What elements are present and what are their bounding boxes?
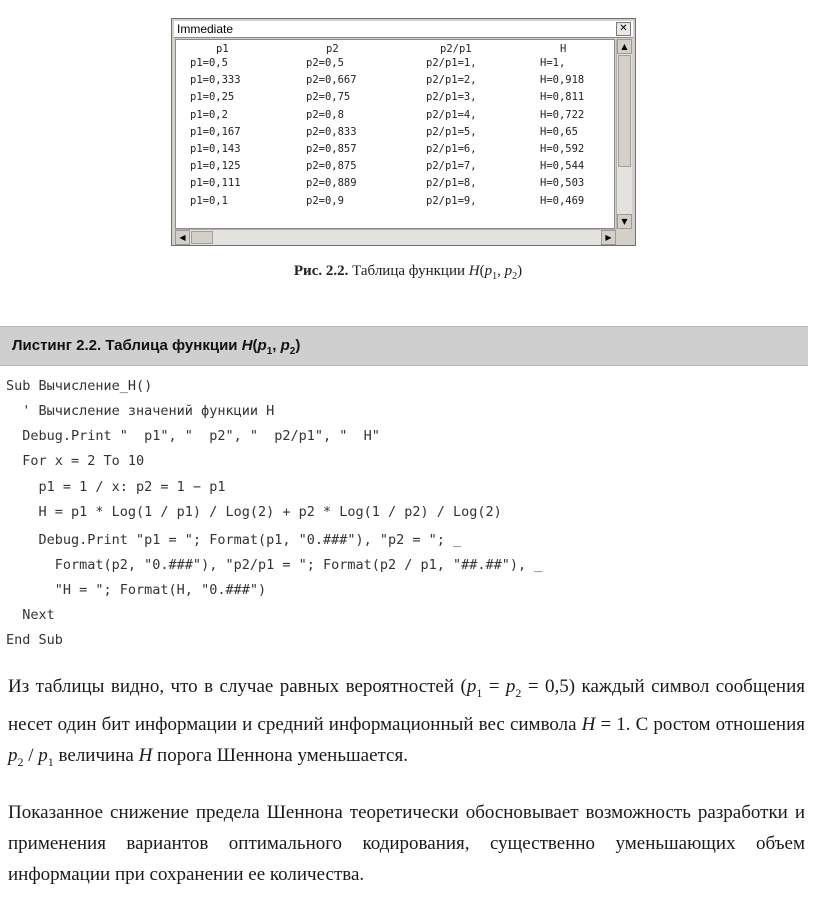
immediate-header-row	[176, 43, 614, 57]
p1-math-p: p	[8, 744, 18, 766]
cell-p1: p1=0,25	[190, 91, 235, 104]
cell-p2-p1: p2/p1=8,	[426, 177, 477, 190]
p1-math-p: p	[466, 676, 477, 697]
p1-text-2: ) каждый символ сообщения несет один бит информации и средний информационный вес символа	[8, 676, 805, 735]
listing-sub2: 2	[289, 346, 296, 357]
horizontal-scroll-thumb[interactable]	[191, 231, 213, 244]
cell-p1: p1=0,143	[190, 143, 241, 155]
vertical-scroll-thumb[interactable]	[618, 55, 631, 167]
code-line: Sub Вычисление_H()	[6, 378, 153, 394]
figure-text: Таблица функции	[352, 263, 466, 279]
figure-var2: p	[504, 263, 513, 279]
code-line: Next	[6, 607, 55, 623]
table-row	[176, 109, 614, 123]
listing-var1: p	[257, 337, 267, 354]
header-h: H	[560, 43, 567, 55]
cell-p2: p2=0,8	[306, 108, 344, 121]
immediate-title: Immediate	[177, 22, 234, 36]
p1-math-sub: 1	[476, 685, 483, 700]
listing-sub1: 1	[266, 346, 273, 357]
table-row	[176, 177, 614, 191]
cell-p1: p1=0,5	[190, 57, 228, 69]
code-line: Debug.Print "p1 = "; Format(p1, "0.###"), "p2 = "; _	[6, 532, 462, 548]
figure-close: )	[517, 263, 523, 279]
scroll-down-icon[interactable]: ▼	[617, 214, 632, 229]
figure-sep: ,	[497, 263, 505, 279]
scroll-left-icon[interactable]: ◀	[175, 230, 190, 245]
p1-math-sub: 1	[47, 754, 54, 769]
figure-open: (	[479, 263, 485, 279]
header-p2-p1: p2/p1	[440, 43, 472, 55]
listing-open: (	[252, 337, 258, 354]
listing-var2: p	[280, 337, 290, 354]
immediate-titlebar[interactable]	[174, 21, 633, 38]
p1-math-h: H	[581, 713, 596, 735]
horizontal-scrollbar[interactable]	[175, 229, 616, 245]
cell-p1: p1=0,1	[190, 194, 228, 207]
code-line: p1 = 1 / x: p2 = 1 − p1	[6, 479, 226, 495]
cell-h: H=0,65	[540, 125, 578, 138]
table-row	[176, 57, 614, 71]
immediate-output[interactable]	[175, 39, 615, 229]
cell-p2-p1: p2/p1=1,	[426, 57, 477, 69]
p1-text-3: = 1. С ростом отношения	[595, 713, 805, 735]
table-row	[176, 74, 614, 88]
code-line: End Sub	[6, 632, 63, 648]
cell-p2: p2=0,857	[306, 143, 357, 155]
cell-h: H=0,811	[540, 91, 585, 104]
cell-h: H=0,503	[540, 177, 585, 190]
p1-math-p: p	[505, 676, 516, 697]
table-row	[176, 143, 614, 157]
cell-p2: p2=0,889	[306, 177, 357, 190]
table-row	[176, 91, 614, 105]
figure-label: Рис. 2.2.	[293, 263, 349, 279]
p1-text-1: Из таблицы видно, что в случае равных вероятностей (	[8, 676, 467, 697]
cell-p2: p2=0,9	[306, 194, 344, 207]
cell-h: H=1,	[540, 57, 566, 69]
code-line: Format(p2, "0.###"), "p2/p1 = "; Format(p2 / p1, "##.##"), _	[6, 557, 543, 573]
table-row	[176, 126, 614, 140]
p1-math-eq: =	[482, 676, 506, 697]
header-p1: p1	[216, 43, 229, 55]
cell-p2: p2=0,875	[306, 160, 357, 173]
cell-p1: p1=0,2	[190, 108, 228, 121]
cell-p2-p1: p2/p1=7,	[426, 160, 477, 173]
cell-h: H=0,544	[540, 160, 585, 173]
cell-p2: p2=0,5	[306, 57, 344, 69]
figure-caption	[0, 263, 816, 282]
figure-sub1: 1	[492, 271, 498, 282]
code-line: For x = 2 To 10	[6, 453, 145, 469]
cell-p1: p1=0,333	[190, 74, 241, 87]
table-row	[176, 160, 614, 174]
vertical-scrollbar[interactable]	[616, 39, 632, 229]
cell-p2: p2=0,667	[306, 74, 357, 87]
cell-p1: p1=0,167	[190, 125, 241, 138]
figure-sub2: 2	[512, 271, 518, 282]
cell-h: H=0,918	[540, 74, 585, 87]
close-icon[interactable]: ✕	[616, 22, 631, 36]
p1-math-eq: = 0,5	[521, 676, 569, 697]
cell-p1: p1=0,125	[190, 160, 241, 173]
code-line: H = p1 * Log(1 / p1) / Log(2) + p2 * Log(1 / p2) / Log(2)	[6, 504, 502, 520]
p1-math-slash: /	[23, 744, 39, 766]
cell-p2-p1: p2/p1=3,	[426, 91, 477, 104]
p1-text-5: порога Шеннона уменьшается.	[152, 744, 408, 766]
listing-func: H	[241, 337, 253, 354]
cell-p2-p1: p2/p1=5,	[426, 125, 477, 138]
listing-sep: ,	[272, 337, 281, 354]
cell-p2-p1: p2/p1=9,	[426, 194, 477, 207]
cell-p2: p2=0,833	[306, 125, 357, 138]
figure-var1: p	[484, 263, 493, 279]
p1-math-sub: 2	[515, 685, 522, 700]
figure-func: H	[468, 263, 480, 279]
cell-p2-p1: p2/p1=4,	[426, 108, 477, 121]
paragraph-1	[8, 671, 805, 778]
cell-h: H=0,469	[540, 194, 585, 207]
header-p2: p2	[326, 43, 339, 55]
code-line: "H = "; Format(H, "0.###")	[6, 582, 267, 598]
p1-math-p: p	[38, 744, 48, 766]
listing-close: )	[295, 337, 301, 354]
paragraph-2: Показанное снижение предела Шеннона теоретически обосновывает возможность разработки и применения вариантов оптимального кодирования, существенно уменьшающих объем информации при сохранении ее количества.	[8, 802, 805, 885]
code-line: Debug.Print " p1", " p2", " p2/p1", " H"	[6, 428, 380, 444]
listing-header	[0, 326, 808, 366]
cell-p2: p2=0,75	[306, 91, 351, 104]
cell-h: H=0,722	[540, 108, 585, 121]
cell-h: H=0,592	[540, 143, 585, 155]
scroll-up-icon[interactable]: ▲	[617, 39, 632, 54]
table-row	[176, 195, 614, 209]
p1-math-sub: 2	[17, 754, 24, 769]
cell-p2-p1: p2/p1=6,	[426, 143, 477, 155]
p1-math-h: H	[138, 744, 153, 766]
code-line: ' Вычисление значений функции H	[6, 403, 275, 419]
cell-p1: p1=0,111	[190, 177, 241, 190]
immediate-window	[171, 18, 636, 246]
p1-text-4: величина	[53, 744, 139, 766]
cell-p2-p1: p2/p1=2,	[426, 74, 477, 87]
listing-title: Листинг 2.2. Таблица функции	[12, 337, 242, 354]
scroll-right-icon[interactable]: ▶	[601, 230, 616, 245]
